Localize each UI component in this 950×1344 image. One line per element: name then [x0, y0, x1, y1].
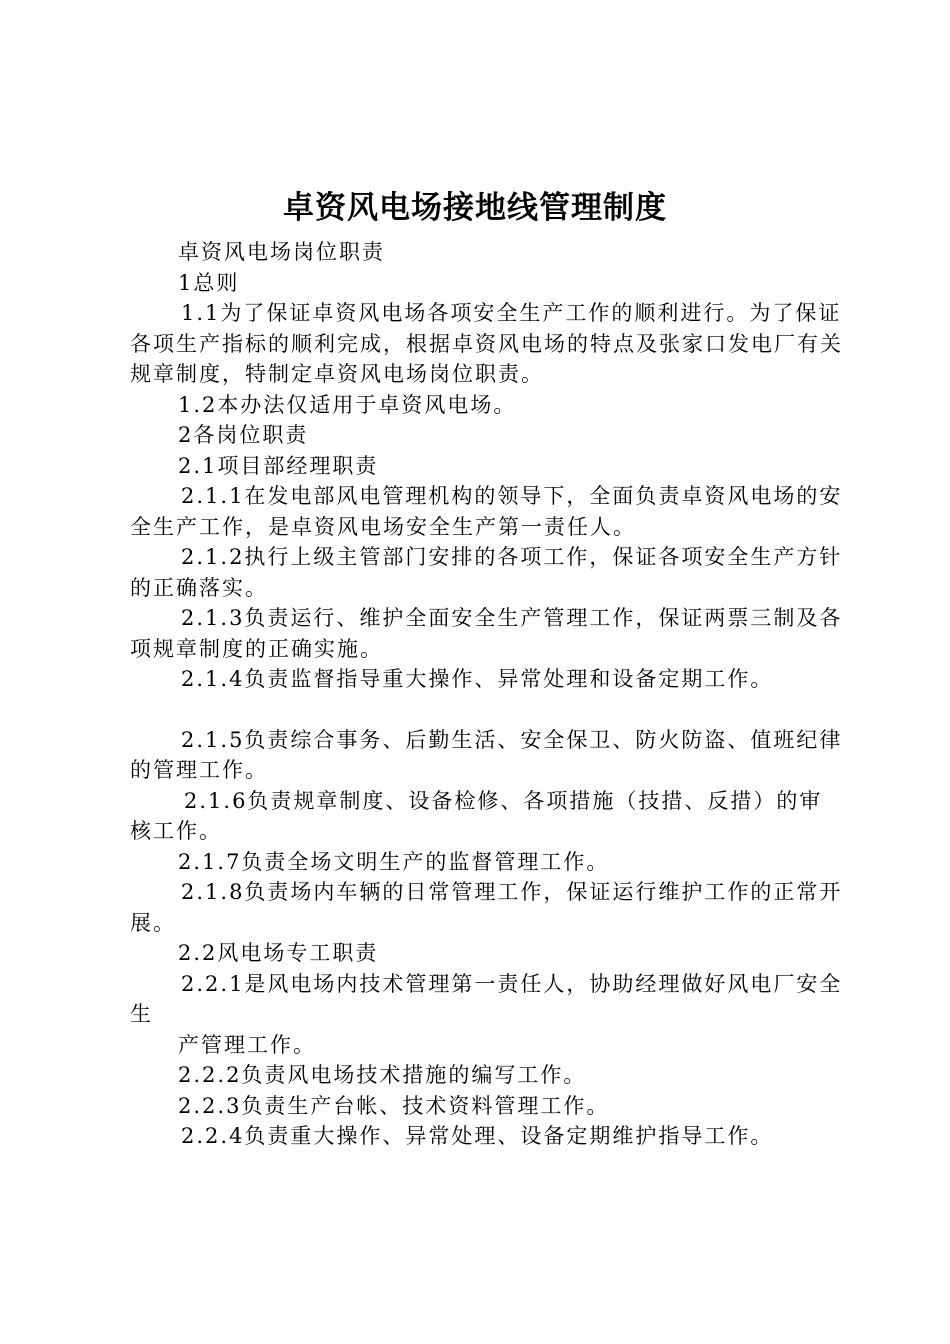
paragraph-2-2-1: 2.2.1是风电场内技术管理第一责任人，协助经理做好风电厂安全生: [130, 971, 843, 1026]
paragraph-2-1: 2.1项目部经理职责: [178, 453, 379, 478]
paragraph-1-1: 1.1为了保证卓资风电场各项安全生产工作的顺利进行。为了保证各项生产指标的顺利完成，根据卓资风电场的特点及张家口发电厂有关规章制度，特制定卓资风电场岗位职责。: [130, 301, 843, 386]
document-title: 卓资风电场接地线管理制度: [283, 190, 667, 226]
paragraph-2-1-2: 2.1.2执行上级主管部门安排的各项工作，保证各项安全生产方针的正确落实。: [130, 545, 843, 600]
paragraph-2-1-1: 2.1.1在发电部风电管理机构的领导下，全面负责卓资风电场的安全生产工作，是卓资风电场安全生产第一责任人。: [130, 484, 843, 539]
paragraph-general: 1总则: [178, 270, 240, 295]
paragraph-2-1-8: 2.1.8负责场内车辆的日常管理工作，保证运行维护工作的正常开展。: [130, 880, 843, 935]
paragraph-2-1-7: 2.1.7负责全场文明生产的监督管理工作。: [178, 849, 610, 874]
document-body: [130, 237, 845, 1152]
paragraph-2-2: 2.2风电场专工职责: [178, 941, 379, 965]
paragraph-2-2-1-cont: 产管理工作。: [178, 1032, 316, 1057]
paragraph-2-2-4: 2.2.4负责重大操作、异常处理、设备定期维护指导工作。: [181, 1124, 774, 1148]
paragraph-section-heading: 卓资风电场岗位职责: [178, 240, 385, 264]
paragraph-2: 2各岗位职责: [178, 423, 309, 447]
paragraph-2-2-2: 2.2.2负责风电场技术措施的编写工作。: [178, 1063, 587, 1087]
paragraph-2-1-5: 2.1.5负责综合事务、后勤生活、安全保卫、防火防盗、值班纪律的管理工作。: [130, 727, 843, 782]
paragraph-2-2-3: 2.2.3负责生产台帐、技术资料管理工作。: [178, 1093, 610, 1118]
paragraph-2-1-3: 2.1.3负责运行、维护全面安全生产管理工作，保证两票三制及各项规章制度的正确实施。: [130, 606, 843, 661]
blank-line: [130, 695, 845, 725]
paragraph-2-1-6: 2.1.6负责规章制度、设备检修、各项措施（技措、反措）的审核工作。: [130, 788, 823, 843]
paragraph-2-1-4: 2.1.4负责监督指导重大操作、异常处理和设备定期工作。: [181, 667, 774, 691]
paragraph-1-2: 1.2本办法仅适用于卓资风电场。: [178, 392, 517, 417]
